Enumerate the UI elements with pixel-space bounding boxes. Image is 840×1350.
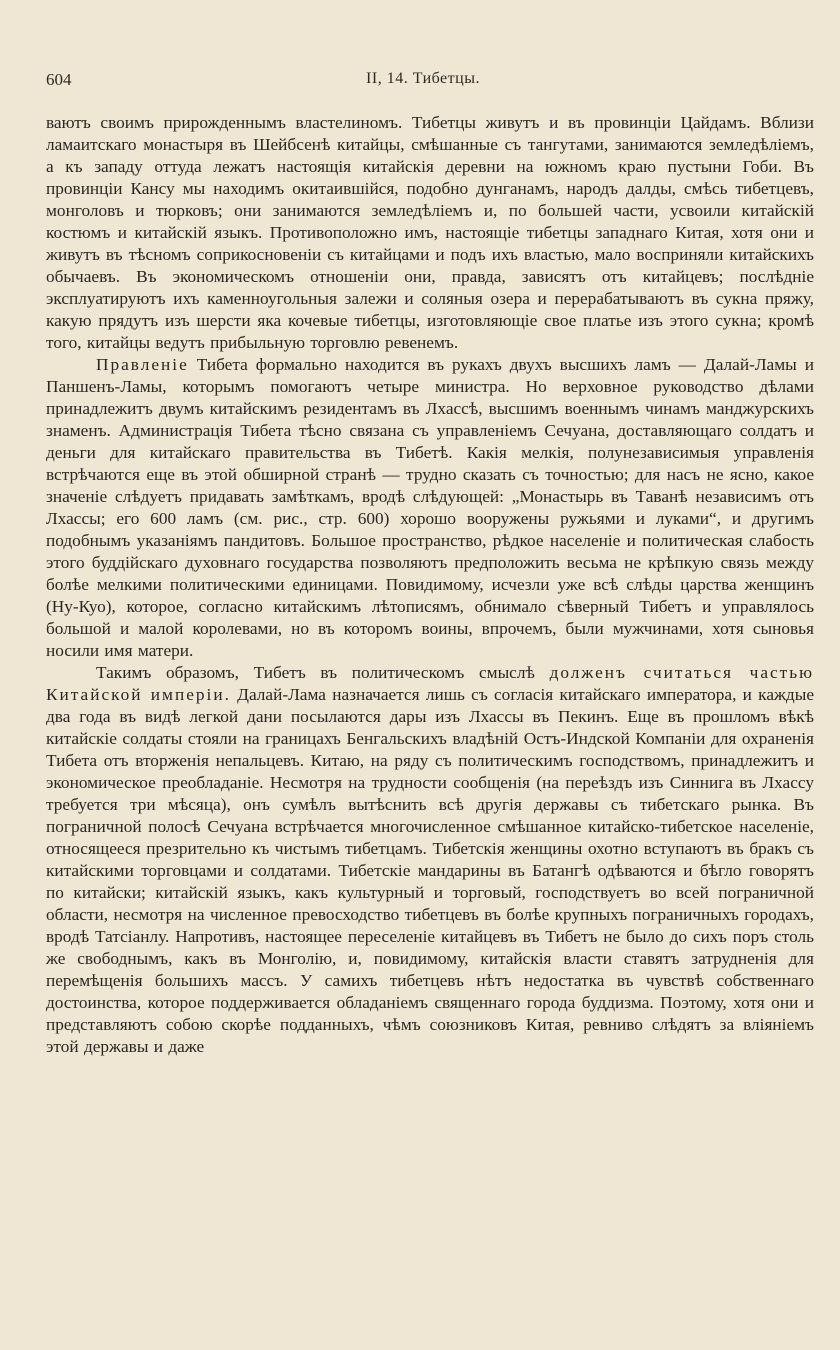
paragraph-1: [46, 112, 814, 354]
paragraph-text: Далай-Лама назначается лишь съ согласія китайскаго императора, и каждые два года въ видѣ легкой дани посылаются дары изъ Лхассы въ Пекинъ. Еще въ прошломъ вѣкѣ китайскіе солдаты стояли на границахъ Бенгальскихъ владѣній Остъ-Индской Компаніи для охраненія Тибета отъ вторженія непальцевъ. Китаю, на ряду съ политическимъ господствомъ, принадлежитъ и экономическое преобладаніе. Несмотря на трудности сообщенія (на переѣздъ изъ Синнига въ Лхассу требуется три мѣсяца), онъ сумѣлъ вытѣснить всѣ другія державы съ тибетскаго рынка. Въ пограничной полосѣ Сечуана встрѣчается многочисленное смѣшанное китайско-тибетское населеніе, относящееся презрительно къ чистымъ тибетцамъ. Тибетскія женщины охотно вступаютъ въ бракъ съ китайскими торговцами и солдатами. Тибетскіе мандарины въ Батангѣ одѣваются и бѣгло говорятъ по китайски; китайскій языкъ, какъ культурный и торговый, господствуетъ во всей пограничной области, несмотря на численное превосходство тибетцевъ въ болѣе крупныхъ пограничныхъ городахъ, вродѣ Татсіанлу. Напротивъ, настоящее переселеніе китайцевъ въ Тибетъ не было до сихъ поръ столь же свободнымъ, какъ въ Монголію, и, повидимому, китайскія власти ставятъ затрудненія для перемѣщенія большихъ массъ. У самихъ тибетцевъ нѣтъ недостатка въ чувствѣ собственнаго достоинства, которое поддерживается обладаніемъ священнаго города буддизма. Поэтому, хотя они и представляютъ собою скорѣе подданныхъ, чѣмъ союзниковъ Китая, ревниво слѣдятъ за вліяніемъ этой державы и даже: [46, 685, 814, 1056]
page-number: 604: [46, 70, 72, 89]
paragraph-2: [46, 354, 814, 662]
paragraph-text: Тибета формально находится въ рукахъ двухъ высшихъ ламъ — Далай-Ламы и Паншенъ-Ламы, которымъ помогаютъ четыре министра. Но верховное руководство дѣлами принадлежитъ двумъ китайскимъ резидентамъ въ Лхассѣ, высшимъ военнымъ чинамъ манджурскихъ знаменъ. Администрація Тибета тѣсно связана съ управленіемъ Сечуана, доставляющаго солдатъ и деньги для китайскаго правительства въ Тибетѣ. Какія мелкія, полунезависимыя управленія встрѣчаются еще въ этой обширной странѣ — трудно сказать съ точностью; для насъ не ясно, какое значеніе слѣдуетъ придавать замѣткамъ, вродѣ слѣдующей: „Монастырь въ Таванѣ независимъ отъ Лхассы; его 600 ламъ (см. рис., стр. 600) хорошо вооружены ружьями и луками“, и другимъ подобнымъ указаніямъ пандитовъ. Большое пространство, рѣдкое населеніе и политическая слабость этого буддійскаго духовнаго государства позволяютъ предположить весьма не крѣпкую связь между болѣе мелкими политическими единицами. Повидимому, исчезли уже всѣ слѣды царства женщинъ (Ну-Куо), которое, согласно китайскимъ лѣтописямъ, обнимало сѣверный Тибетъ и управлялось большой и малой королевами, но въ которомъ воины, впрочемъ, были мужчинами, хотя сыновья носили имя матери.: [46, 355, 814, 660]
paragraph-text-intro: Такимъ образомъ, Тибетъ въ политическомъ смыслѣ: [96, 663, 550, 682]
spaced-lead-term: Правленіе: [96, 355, 189, 374]
running-head: II, 14. Тибетцы.: [366, 70, 480, 87]
spaced-emphasis: долженъ считаться частью Китайской имперіи.: [46, 663, 815, 704]
body-text: [46, 112, 814, 1058]
paragraph-text: ваютъ своимъ прирожденнымъ властелиномъ. Тибетцы живутъ и въ провинціи Цайдамъ. Вблизи ламаитскаго монастыря въ Шейбсенѣ китайцы, смѣшанные съ тангутами, занимаются земледѣліемъ, а къ западу оттуда лежатъ настоящія китайскія деревни на южномъ краю пустыни Гоби. Въ провинціи Кансу мы находимъ окитаившійся, подобно дунганамъ, народъ далды, смѣсь тибетцевъ, монголовъ и тюрковъ; они занимаются земледѣліемъ и, по большей части, усвоили китайскій костюмъ и китайскій языкъ. Противоположно имъ, настоящіе тибетцы западнаго Китая, хотя они и живутъ въ тѣсномъ соприкосновеніи съ китайцами и подъ ихъ властью, мало восприняли китайскихъ обычаевъ. Въ экономическомъ отношеніи они, правда, зависятъ отъ китайцевъ; послѣдніе эксплуатируютъ ихъ каменноугольныя залежи и соляныя озера и перерабатываютъ въ сукна пряжу, какую прядутъ изъ шерсти яка кочевые тибетцы, изготовляющіе свое платье изъ этого сукна; кромѣ того, китайцы ведутъ прибыльную торговлю ревенемъ.: [46, 113, 814, 352]
paragraph-3: [46, 662, 814, 1058]
